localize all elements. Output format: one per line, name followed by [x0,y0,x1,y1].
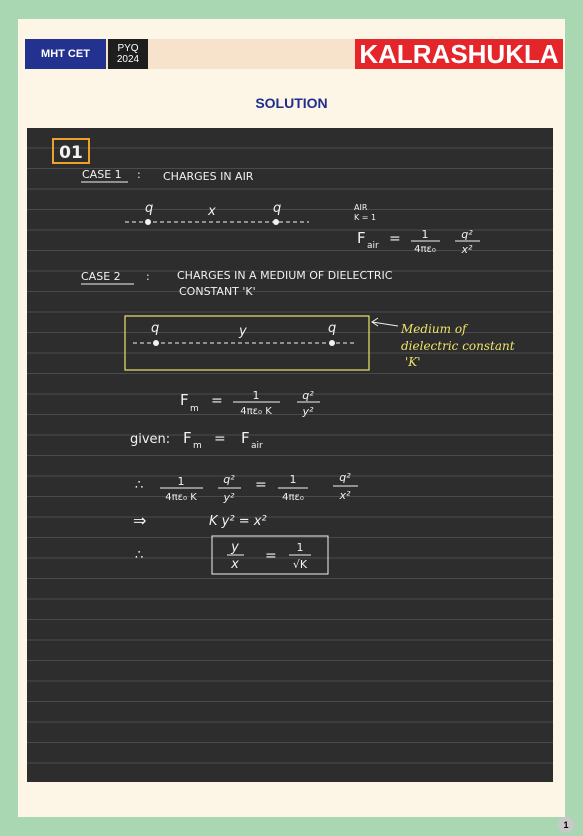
implies-arrow: ⇒ [133,511,147,530]
therefore-2: ∴ [135,548,144,563]
therefore-1: ∴ [135,478,144,493]
case1-label: CASE 1 [82,168,122,181]
medium-charge-dot-1 [153,340,159,346]
pyq-year: 2024 [116,54,140,65]
pyq-tag [108,39,148,69]
blackboard [27,128,553,782]
given-f-m: F [183,429,192,447]
result-rhs-den: √K [292,558,308,571]
f-m-symbol: F [180,391,189,409]
equals-5: = [265,548,277,564]
medium-charge-dot-2 [329,340,335,346]
page [18,19,569,830]
distance-x-label: x [208,204,216,219]
f-air-qsq: q² [461,228,473,241]
charge-dot-1 [145,219,151,225]
f-m-den: 4πε₀ K [240,406,272,417]
pyq-label: PYQ [117,43,139,54]
equals-2: = [211,393,223,409]
eq-right-xsq: x² [339,489,351,502]
air-note-2: K = 1 [354,213,377,222]
page-number: 1 [558,817,574,833]
case2-label: CASE 2 [81,270,121,283]
f-m-ysq: y² [302,405,314,418]
medium-charge-label-1: q [151,321,160,336]
eq-left-qsq: q² [223,473,235,486]
result-rhs-num: 1 [296,541,304,554]
given-f-air: F [241,429,250,447]
eq3: K y² = x² [209,514,267,529]
medium-note-1: Medium of [401,322,467,336]
eq-left-num: 1 [177,475,185,488]
medium-note-3: 'K' [405,355,421,369]
medium-charge-label-2: q [328,321,337,336]
f-m-qsq: q² [302,389,314,402]
charge-dot-2 [273,219,279,225]
solution-title: SOLUTION [255,95,328,111]
brand-logo: KALRASHUKLA [355,39,563,69]
f-air-den: 4πε₀ [414,244,436,255]
f-m-subscript: m [190,404,199,414]
case2-text-1: CHARGES IN A MEDIUM OF DIELECTRIC [177,269,393,282]
charge-label-1: q [145,201,154,216]
case1-text: CHARGES IN AIR [163,170,254,183]
eq-right-qsq: q² [339,471,351,484]
f-m-num: 1 [252,389,260,402]
air-note-1: AIR [354,203,368,212]
f-air-xsq: x² [461,243,473,256]
case2-text-2: CONSTANT 'K' [179,285,256,298]
medium-note-2: dielectric constant [401,339,515,353]
eq-left-ysq: y² [223,491,235,504]
result-num: y [231,540,239,555]
f-air-symbol: F [357,229,366,247]
f-air-num: 1 [421,228,429,241]
given-f-m-sub: m [193,441,202,451]
charge-label-2: q [273,201,282,216]
equals-3: = [214,431,226,447]
board-drawing [27,128,553,782]
equals-1: = [389,231,401,247]
question-number: 01 [59,143,83,163]
f-air-subscript: air [367,241,379,251]
result-den: x [231,557,239,572]
case2-colon: : [146,270,150,283]
distance-y-label: y [239,324,247,339]
eq-right-num: 1 [289,473,297,486]
ruled-lines [27,148,553,763]
given-f-air-sub: air [251,441,263,451]
exam-tag: MHT CET [25,39,106,69]
eq-left-den: 4πε₀ K [165,492,197,503]
case1-colon: : [137,168,141,181]
given-label: given: [130,432,171,447]
header-bar [25,39,559,69]
eq-right-den: 4πε₀ [282,492,304,503]
equals-4: = [255,477,267,493]
